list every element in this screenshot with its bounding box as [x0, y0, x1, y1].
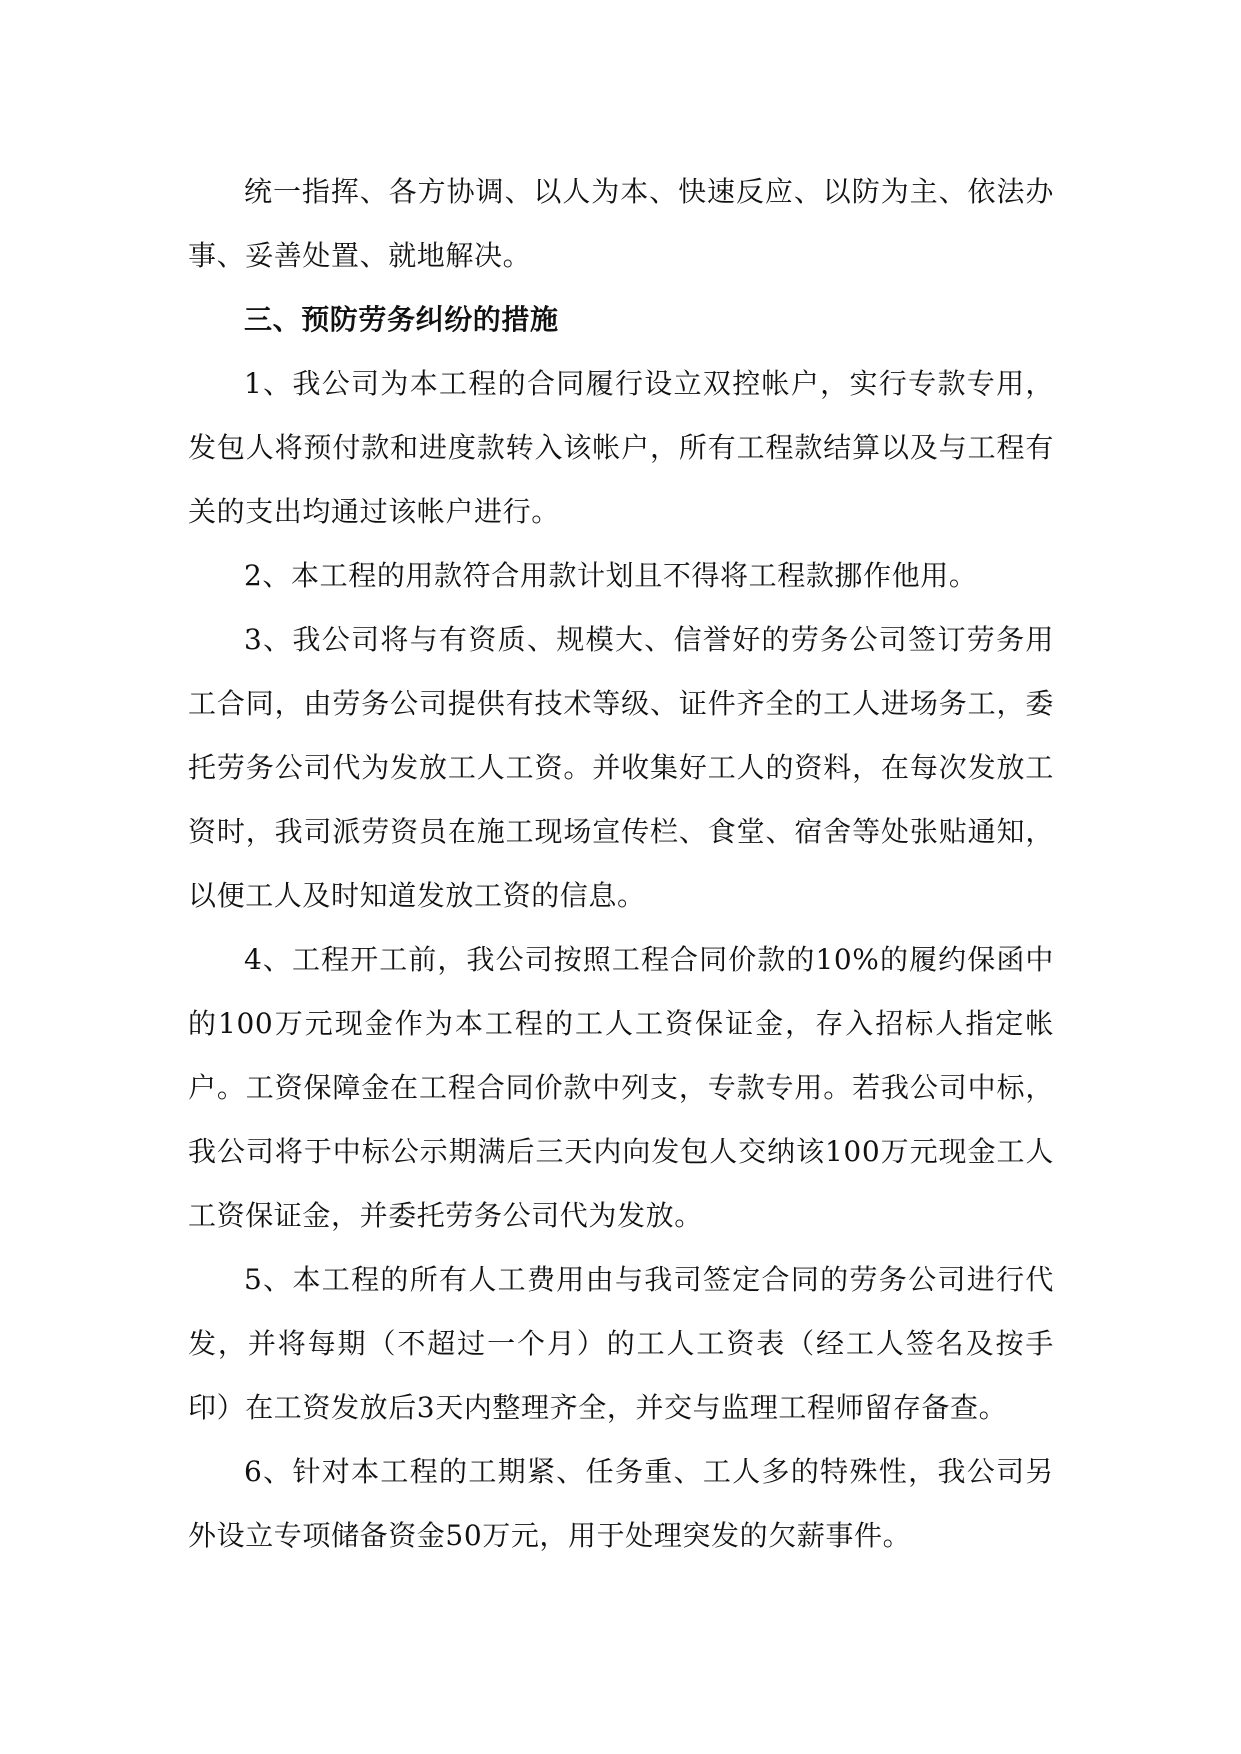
- paragraph-item-4: 4、工程开工前，我公司按照工程合同价款的10%的履约保函中的100万元现金作为本工程的工人工资保证金，存入招标人指定帐户。工资保障金在工程合同价款中列支，专款专用。若我公司中标，我公司将于中标公示期满后三天内向发包人交纳该100万元现金工人工资保证金，并委托劳务公司代为发放。: [188, 943, 1054, 1232]
- section-heading: 三、预防劳务纠纷的措施: [244, 303, 559, 336]
- paragraph-item-6: 6、针对本工程的工期紧、任务重、工人多的特殊性，我公司另外设立专项储备资金50万元，用于处理突发的欠薪事件。: [188, 1455, 1054, 1552]
- document-page: [188, 160, 1054, 1568]
- paragraph-principles: 统一指挥、各方协调、以人为本、快速反应、以防为主、依法办事、妥善处置、就地解决。: [188, 175, 1054, 272]
- paragraph-item-1: 1、我公司为本工程的合同履行设立双控帐户，实行专款专用，发包人将预付款和进度款转入该帐户，所有工程款结算以及与工程有关的支出均通过该帐户进行。: [188, 367, 1054, 528]
- paragraph-item-5: 5、本工程的所有人工费用由与我司签定合同的劳务公司进行代发，并将每期（不超过一个月）的工人工资表（经工人签名及按手印）在工资发放后3天内整理齐全，并交与监理工程师留存备查。: [188, 1263, 1054, 1424]
- paragraph-item-3: 3、我公司将与有资质、规模大、信誉好的劳务公司签订劳务用工合同，由劳务公司提供有技术等级、证件齐全的工人进场务工，委托劳务公司代为发放工人工资。并收集好工人的资料，在每次发放工资时，我司派劳资员在施工现场宣传栏、食堂、宿舍等处张贴通知，以便工人及时知道发放工资的信息。: [188, 623, 1054, 912]
- paragraph-item-2: 2、本工程的用款符合用款计划且不得将工程款挪作他用。: [244, 559, 978, 592]
